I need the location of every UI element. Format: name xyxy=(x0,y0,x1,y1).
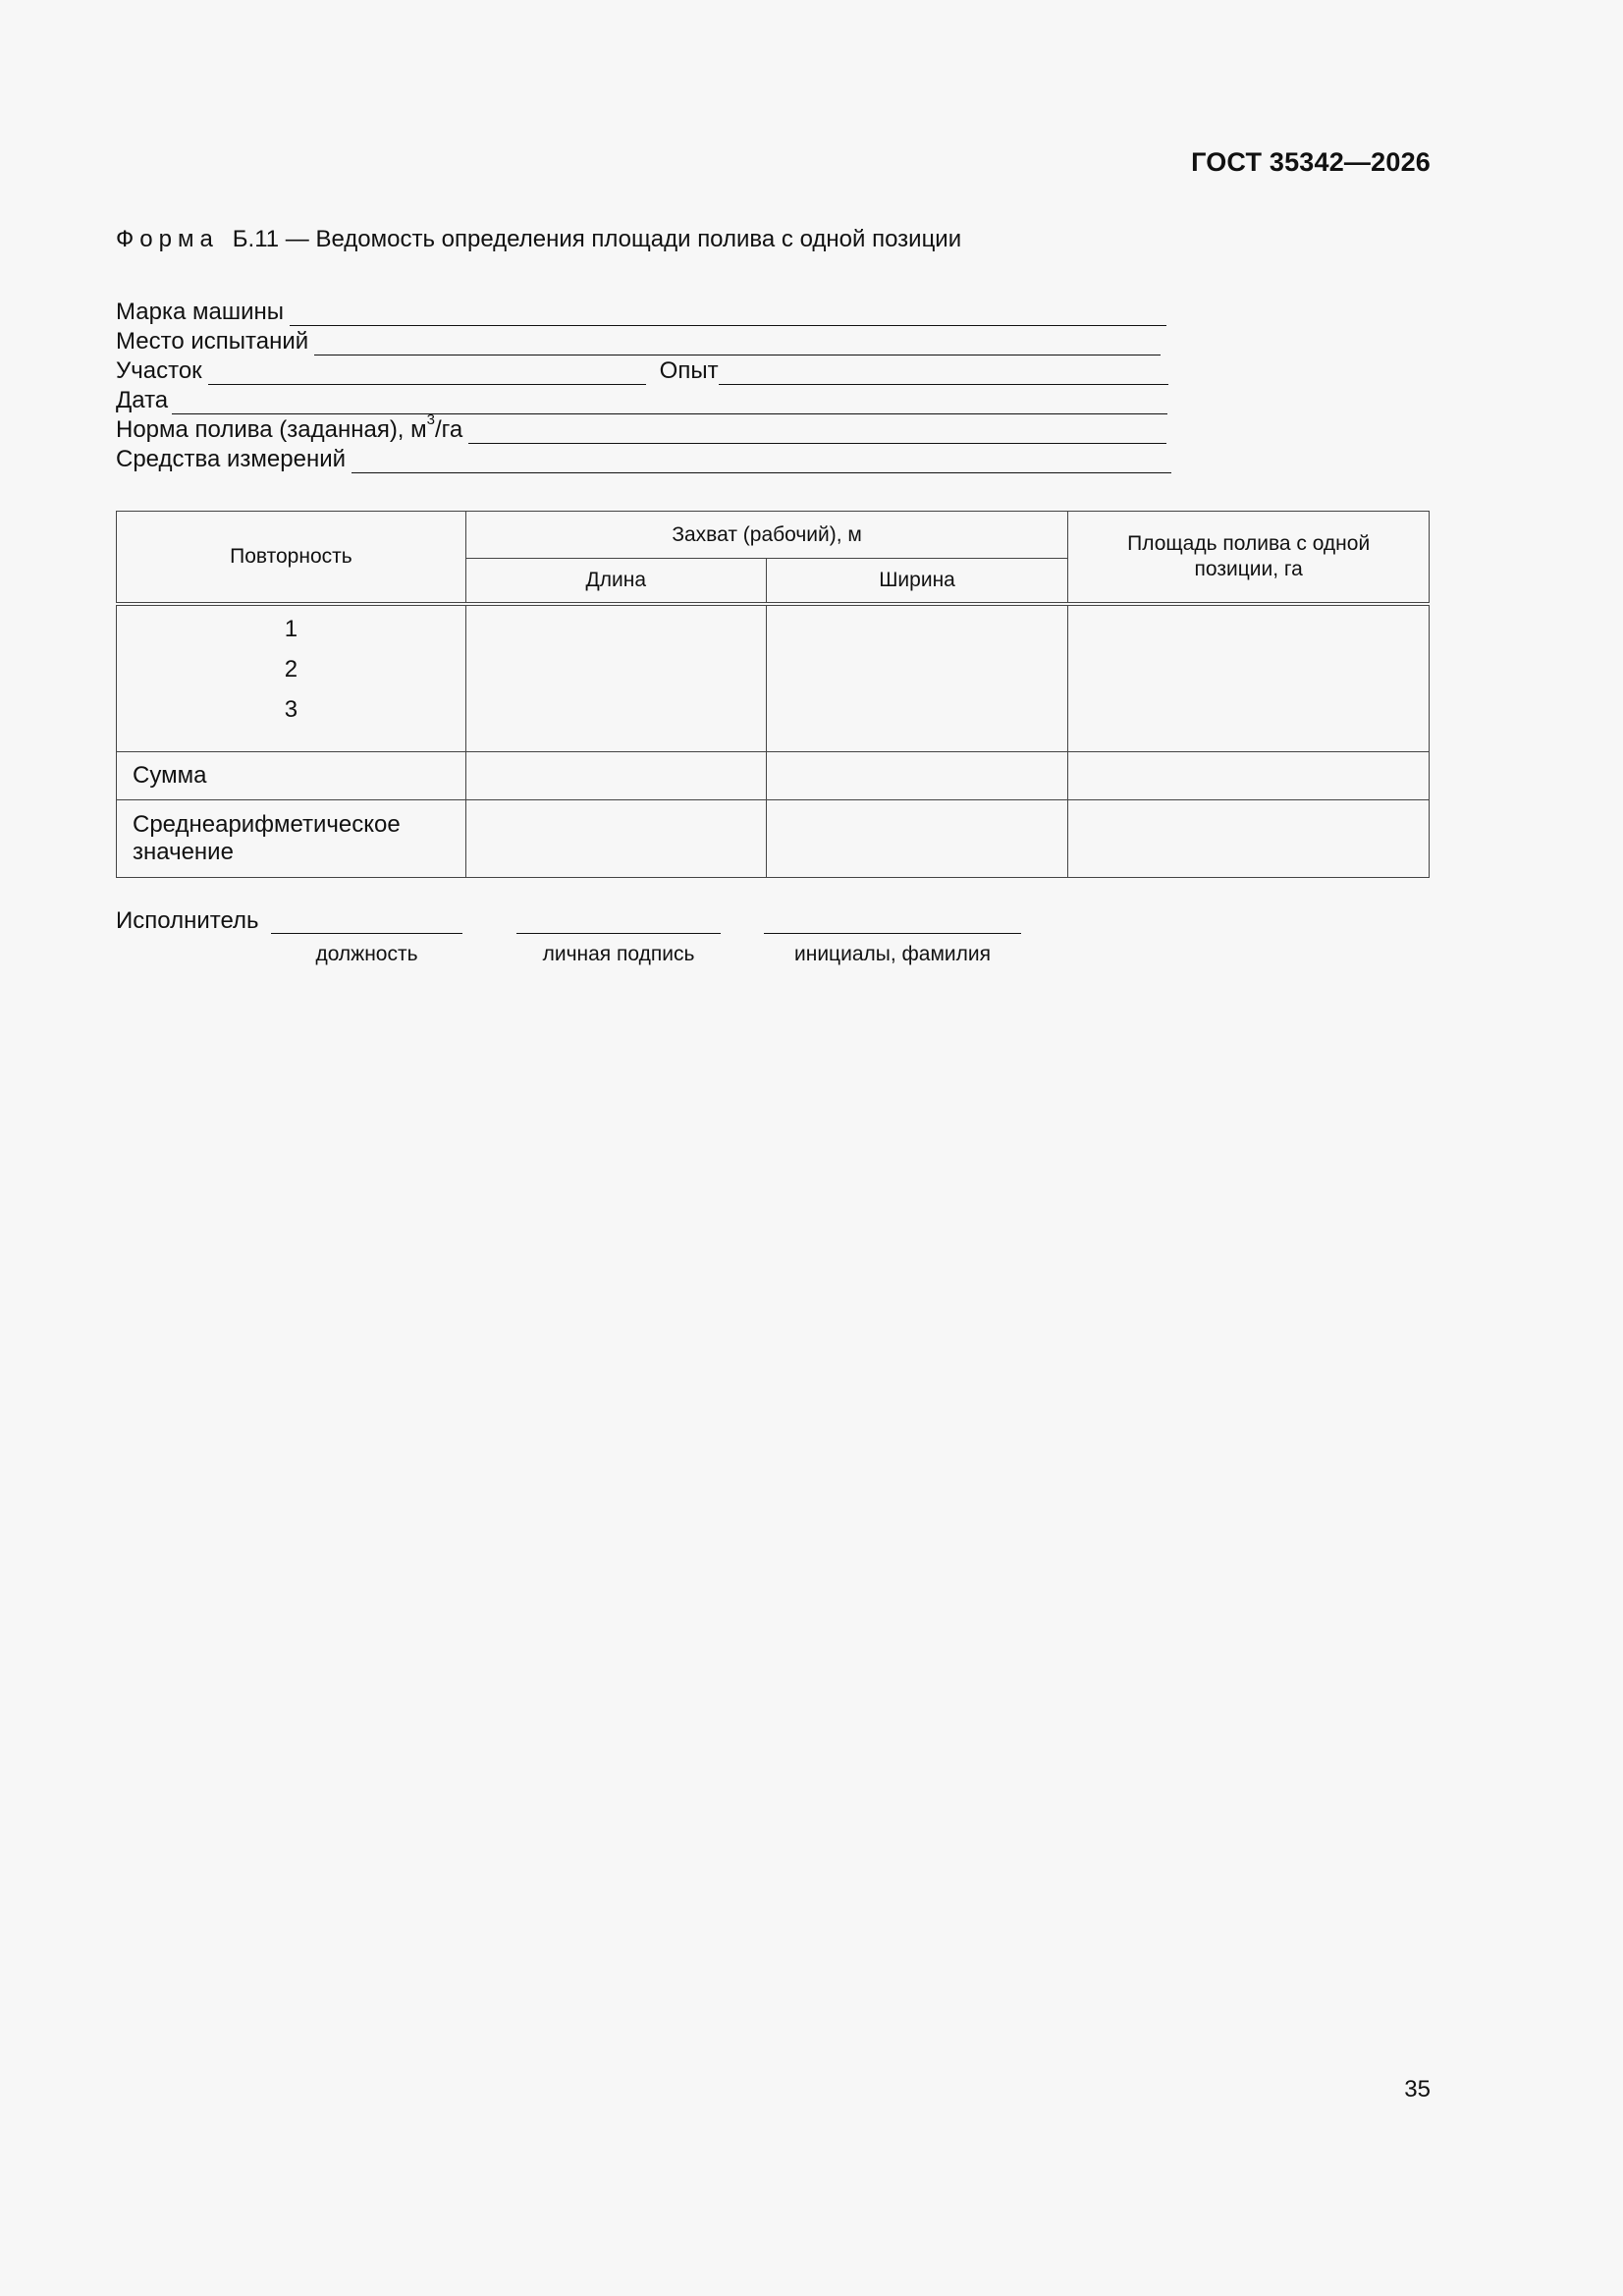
machine-brand-field xyxy=(116,297,1186,326)
test-site-label: Место испытаний xyxy=(116,328,309,355)
executor-signature xyxy=(116,907,1098,976)
date-label: Дата xyxy=(116,387,169,413)
mean-width-cell[interactable] xyxy=(766,799,1068,877)
plot-label: Участок xyxy=(116,357,202,384)
measuring-tools-field xyxy=(116,444,1186,473)
date-field xyxy=(116,385,1186,414)
irrigation-rate-field xyxy=(116,411,1186,444)
form-label: Форма xyxy=(116,226,219,252)
measuring-tools-line[interactable] xyxy=(352,449,1171,473)
mean-area-cell[interactable] xyxy=(1068,799,1430,877)
plot-experiment-field xyxy=(116,355,1186,385)
experiment-label: Опыт xyxy=(659,357,719,384)
table-header-row xyxy=(117,512,1430,559)
mean-length-cell[interactable] xyxy=(465,799,766,877)
header-repetition: Повторность xyxy=(117,512,466,604)
signature-caption: личная подпись xyxy=(542,943,695,965)
table-row xyxy=(117,799,1430,877)
plot-line[interactable] xyxy=(208,360,646,385)
position-caption: должность xyxy=(315,943,418,965)
repetition-1: 1 xyxy=(284,615,298,642)
test-site-field xyxy=(116,326,1186,355)
irrigation-area-table xyxy=(116,511,1430,878)
repetition-2: 2 xyxy=(284,655,298,683)
sum-width-cell[interactable] xyxy=(766,751,1068,799)
date-line[interactable] xyxy=(172,390,1167,414)
table-row xyxy=(117,751,1430,799)
measuring-tools-label: Средства измерений xyxy=(116,446,347,472)
area-cell[interactable] xyxy=(1068,604,1430,752)
width-cell[interactable] xyxy=(766,604,1068,752)
form-fields xyxy=(116,297,1186,473)
position-line[interactable] xyxy=(271,933,462,934)
name-caption: инициалы, фамилия xyxy=(794,943,991,965)
page-number: 35 xyxy=(1404,2076,1431,2103)
header-width: Ширина xyxy=(766,559,1068,604)
form-title: Б.11 — Ведомость определения площади полива с одной позиции xyxy=(232,226,962,252)
sum-length-cell[interactable] xyxy=(465,751,766,799)
repetition-3: 3 xyxy=(284,695,298,723)
sum-area-cell[interactable] xyxy=(1068,751,1430,799)
header-area: Площадь полива с одной позиции, га xyxy=(1068,512,1430,604)
header-capture: Захват (рабочий), м xyxy=(465,512,1067,559)
experiment-line[interactable] xyxy=(719,360,1168,385)
executor-label: Исполнитель xyxy=(116,907,259,934)
mean-label: Среднеарифметическое значение xyxy=(117,799,466,877)
machine-brand-label: Марка машины xyxy=(116,299,285,325)
form-caption xyxy=(116,226,961,253)
header-length: Длина xyxy=(465,559,766,604)
sum-label: Сумма xyxy=(117,751,466,799)
name-line[interactable] xyxy=(764,933,1021,934)
irrigation-rate-label: Норма полива (заданная), $м^3/га$ xyxy=(116,411,463,443)
machine-brand-line[interactable] xyxy=(290,301,1166,326)
irrigation-rate-line[interactable] xyxy=(468,419,1166,444)
standard-code: ГОСТ 35342—2026 xyxy=(1191,147,1431,177)
test-site-line[interactable] xyxy=(314,331,1161,355)
repetitions-cell xyxy=(117,604,466,752)
table-row xyxy=(117,604,1430,752)
signature-line[interactable] xyxy=(516,933,721,934)
length-cell[interactable] xyxy=(465,604,766,752)
